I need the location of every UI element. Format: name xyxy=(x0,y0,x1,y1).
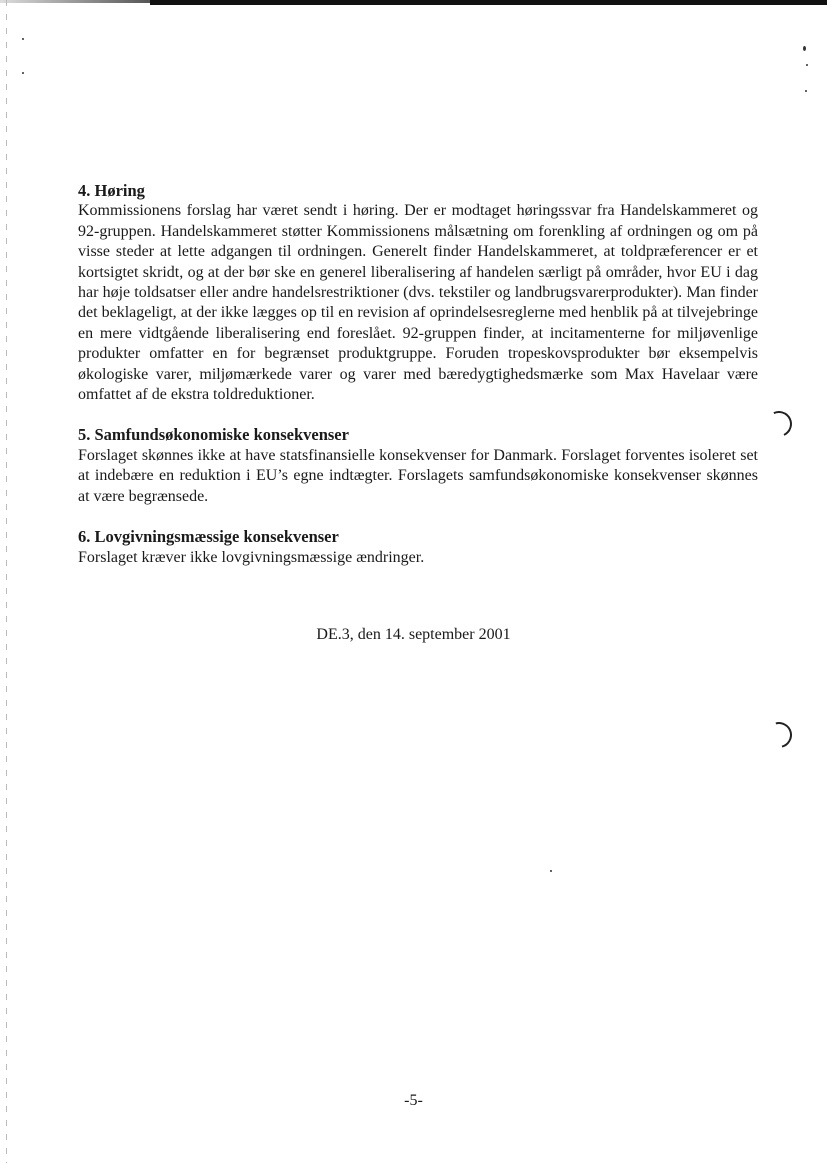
section-heading: 5. Samfundsøkonomiske konsekvenser xyxy=(78,425,349,445)
punch-hole-mark xyxy=(762,407,795,440)
section-lovgivningsmaessige xyxy=(78,527,758,568)
scan-speck xyxy=(550,870,552,872)
page-number: -5- xyxy=(404,1092,423,1109)
scan-speck xyxy=(22,38,24,40)
punch-hole-mark xyxy=(761,717,797,753)
scan-speck xyxy=(22,72,24,74)
section-samfundsoekonomiske xyxy=(78,425,758,507)
signoff-date-line: DE.3, den 14. september 2001 xyxy=(316,626,511,643)
scan-top-edge xyxy=(150,0,827,5)
scan-top-edge-fade xyxy=(0,0,150,3)
section-paragraph: Forslaget kræver ikke lovgivningsmæssige ændringer. xyxy=(78,548,425,566)
section-heading: 4. Høring xyxy=(78,181,145,200)
scan-speck xyxy=(805,90,807,92)
document-body xyxy=(78,181,758,588)
scan-left-edge xyxy=(6,0,7,1163)
scan-speck xyxy=(803,46,806,51)
section-paragraph: Kommissionens forslag har været sendt i høring. Der er modtaget høringssvar fra Handelskammeret og 92-gruppen. Handelskammeret støtter Kommissionens målsætning om forenkling af ordningen og om på visse steder at lette adgangen til ordningen. Generelt finder Handelskammeret, at toldpræferencer er et kortsigtet skridt, og at der bør ske en generel liberalisering af handelen særligt på områder, hvor EU i dag har høje toldsatser eller andre handelsrestriktioner (dvs. tekstiler og landbrugsvarerprodukter). Man finder det beklageligt, at der ikke lægges op til en revision af oprindelsesreglerne med henblik på at tilvejebringe en mere vidtgående liberalisering end foreslået. 92-gruppen finder, at incitamenterne for miljøvenlige produkter omfatter en for begrænset produktgruppe. Foruden tropeskovsprodukter bør eksempelvis økologiske varer, miljømærkede varer og varer med bæredygtighedsmærke som Max Havelaar være omfattet af de ekstra toldreduktioner. xyxy=(78,202,758,404)
scan-speck xyxy=(806,64,808,66)
section-heading: 6. Lovgivningsmæssige konsekvenser xyxy=(78,527,339,547)
section-hoering xyxy=(78,181,758,405)
section-paragraph: Forslaget skønnes ikke at have statsfinansielle konsekvenser for Danmark. Forslaget forventes isoleret set at indebære en reduktion i EU’s egne indtægter. Forslagets samfundsøkonomiske konsekvenser skønnes at være begrænsede. xyxy=(78,446,758,505)
